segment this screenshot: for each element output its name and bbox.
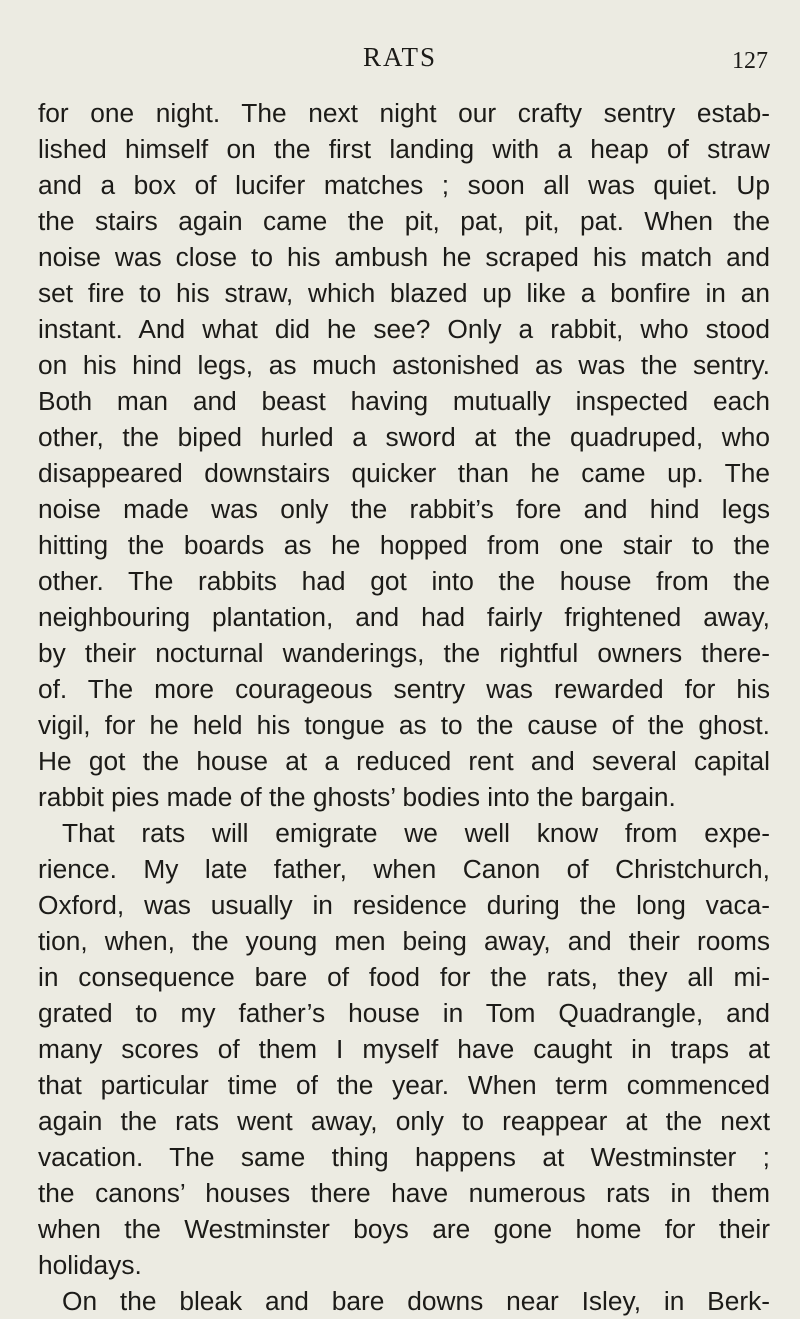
text-line: That rats will emigrate we well know from expe- <box>62 818 770 848</box>
text-line: On the bleak and bare downs near Isley, in Berk- <box>62 1286 770 1316</box>
text-line: other, the biped hurled a sword at the quadruped, who <box>38 422 770 452</box>
text-line: lished himself on the first landing with a heap of straw <box>38 134 770 164</box>
text-line: set fire to his straw, which blazed up like a bonfire in an <box>38 278 770 308</box>
text-line: that particular time of the year. When term commenced <box>38 1070 770 1100</box>
body-text <box>38 95 770 1319</box>
text-line: hitting the boards as he hopped from one stair to the <box>38 530 770 560</box>
text-line: in consequence bare of food for the rats, they all mi- <box>38 962 770 992</box>
text-line: on his hind legs, as much astonished as was the sentry. <box>38 350 770 380</box>
page-number: 127 <box>732 48 768 74</box>
text-line: noise was close to his ambush he scraped his match and <box>38 242 770 272</box>
text-line: for one night. The next night our crafty sentry estab- <box>38 98 770 128</box>
text-line: neighbouring plantation, and had fairly frightened away, <box>38 602 770 632</box>
running-head: RATS <box>362 42 438 72</box>
text-line: when the Westminster boys are gone home for their <box>38 1214 770 1244</box>
text-line: He got the house at a reduced rent and several capital <box>38 746 770 776</box>
text-line: holidays. <box>38 1250 142 1280</box>
page-header <box>0 42 800 82</box>
text-line: and a box of lucifer matches ; soon all was quiet. Up <box>38 170 770 200</box>
text-line: instant. And what did he see? Only a rabbit, who stood <box>38 314 770 344</box>
text-line: of. The more courageous sentry was rewarded for his <box>38 674 770 704</box>
text-line: vigil, for he held his tongue as to the cause of the ghost. <box>38 710 770 740</box>
text-line: noise made was only the rabbit’s fore and hind legs <box>38 494 770 524</box>
text-line: rabbit pies made of the ghosts’ bodies into the bargain. <box>38 782 676 812</box>
text-line: rience. My late father, when Canon of Christchurch, <box>38 854 770 884</box>
text-line: other. The rabbits had got into the house from the <box>38 566 770 596</box>
text-line: vacation. The same thing happens at Westminster ; <box>38 1142 770 1172</box>
text-line: many scores of them I myself have caught in traps at <box>38 1034 770 1064</box>
text-line: Oxford, was usually in residence during the long vaca- <box>38 890 770 920</box>
text-line: grated to my father’s house in Tom Quadrangle, and <box>38 998 770 1028</box>
text-line: the canons’ houses there have numerous rats in them <box>38 1178 770 1208</box>
text-line: the stairs again came the pit, pat, pit, pat. When the <box>38 206 770 236</box>
text-line: tion, when, the young men being away, and their rooms <box>38 926 770 956</box>
text-line: disappeared downstairs quicker than he came up. The <box>38 458 770 488</box>
text-line: Both man and beast having mutually inspected each <box>38 386 770 416</box>
text-line: by their nocturnal wanderings, the rightful owners there- <box>38 638 770 668</box>
text-line: again the rats went away, only to reappear at the next <box>38 1106 770 1136</box>
